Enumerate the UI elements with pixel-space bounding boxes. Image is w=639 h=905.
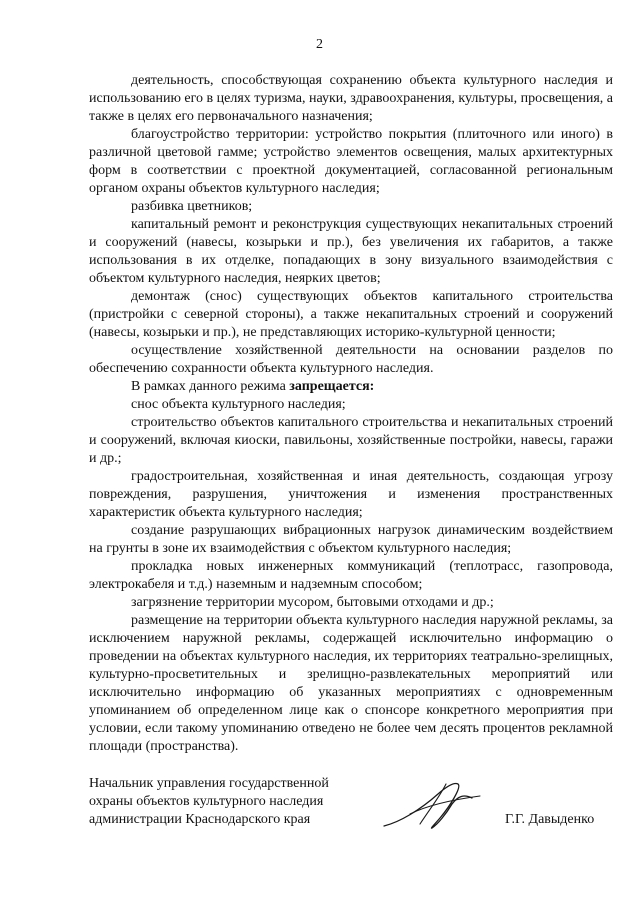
bold-phrase: запрещается: (289, 379, 375, 394)
paragraph: демонтаж (снос) существующих объектов капитального строительства (пристройки с северной стороны), а также некапитальных строений и сооружений (навесы, козырьки и пр.), не представляющих историко-культурной ценности; (89, 289, 613, 340)
signatory-title-line: администрации Краснодарского края (89, 812, 311, 827)
paragraph: капитальный ремонт и реконструкция существующих некапитальных строений и сооружений (навесы, козырьки и пр.), без увеличения их габаритов, а также использования в их отделке, попадающих в зону визуального взаимодействия с объектом культурного наследия, неярких цветов; (89, 217, 613, 286)
paragraph: градостроительная, хозяйственная и иная деятельность, создающая угрозу повреждения, разрушения, уничтожения и изменения пространственных характеристик объекта культурного наследия; (89, 469, 613, 520)
paragraph: прокладка новых инженерных коммуникаций (теплотрасс, газопровода, электрокабеля и т.д.) наземным и надземным способом; (89, 559, 613, 592)
paragraph: размещение на территории объекта культурного наследия наружной рекламы, за исключением наружной рекламы, содержащей исключительно информацию о проведении на объектах культурного наследия, их территориях театрально-зрелищных, культурно-просветительных и зрелищно-развлекательных мероприятий или исключительно информацию об указанных мероприятиях с одновременным упоминанием об определенном лице как о спонсоре конкретного мероприятия при условии, если такому упоминанию отведено не более чем десять процентов рекламной площади (пространства). (89, 613, 613, 754)
paragraph: загрязнение территории мусором, бытовыми отходами и др.; (131, 595, 494, 610)
paragraph: разбивка цветников; (131, 199, 253, 214)
paragraph: строительство объектов капитального строительства и некапитальных строений и сооружений, включая киоски, павильоны, хозяйственные постройки, навесы, гаражи и др.; (89, 415, 613, 466)
signatory-title-line: Начальник управления государственной (89, 776, 329, 791)
document-body (89, 72, 613, 756)
paragraph: создание разрушающих вибрационных нагрузок динамическим воздействием на грунты в зоне их взаимодействия с объектом культурного наследия; (89, 523, 613, 556)
signatory-title-line: охраны объектов культурного наследия (89, 794, 324, 809)
signatory-name: Г.Г. Давыденко (505, 812, 595, 827)
paragraph: деятельность, способствующая сохранению объекта культурного наследия и использованию его в целях туризма, науки, здравоохранения, культуры, просвещения, а также в целях его первоначального назначения; (89, 73, 614, 124)
page-number: 2 (316, 37, 323, 52)
handwritten-signature (380, 776, 490, 836)
paragraph: осуществление хозяйственной деятельности на основании разделов по обеспечению сохранности объекта культурного наследия. (89, 343, 613, 376)
signatory-title (89, 775, 379, 829)
paragraph: благоустройство территории: устройство покрытия (плиточного или иного) в различной цветовой гамме; устройство элементов освещения, малых архитектурных форм в соответствии с проектной документацией, согласованной региональным органом охраны объектов культурного наследия; (89, 127, 613, 196)
paragraph: снос объекта культурного наследия; (131, 397, 346, 412)
paragraph-prohibited-heading: В рамках данного режима запрещается: (131, 379, 375, 394)
